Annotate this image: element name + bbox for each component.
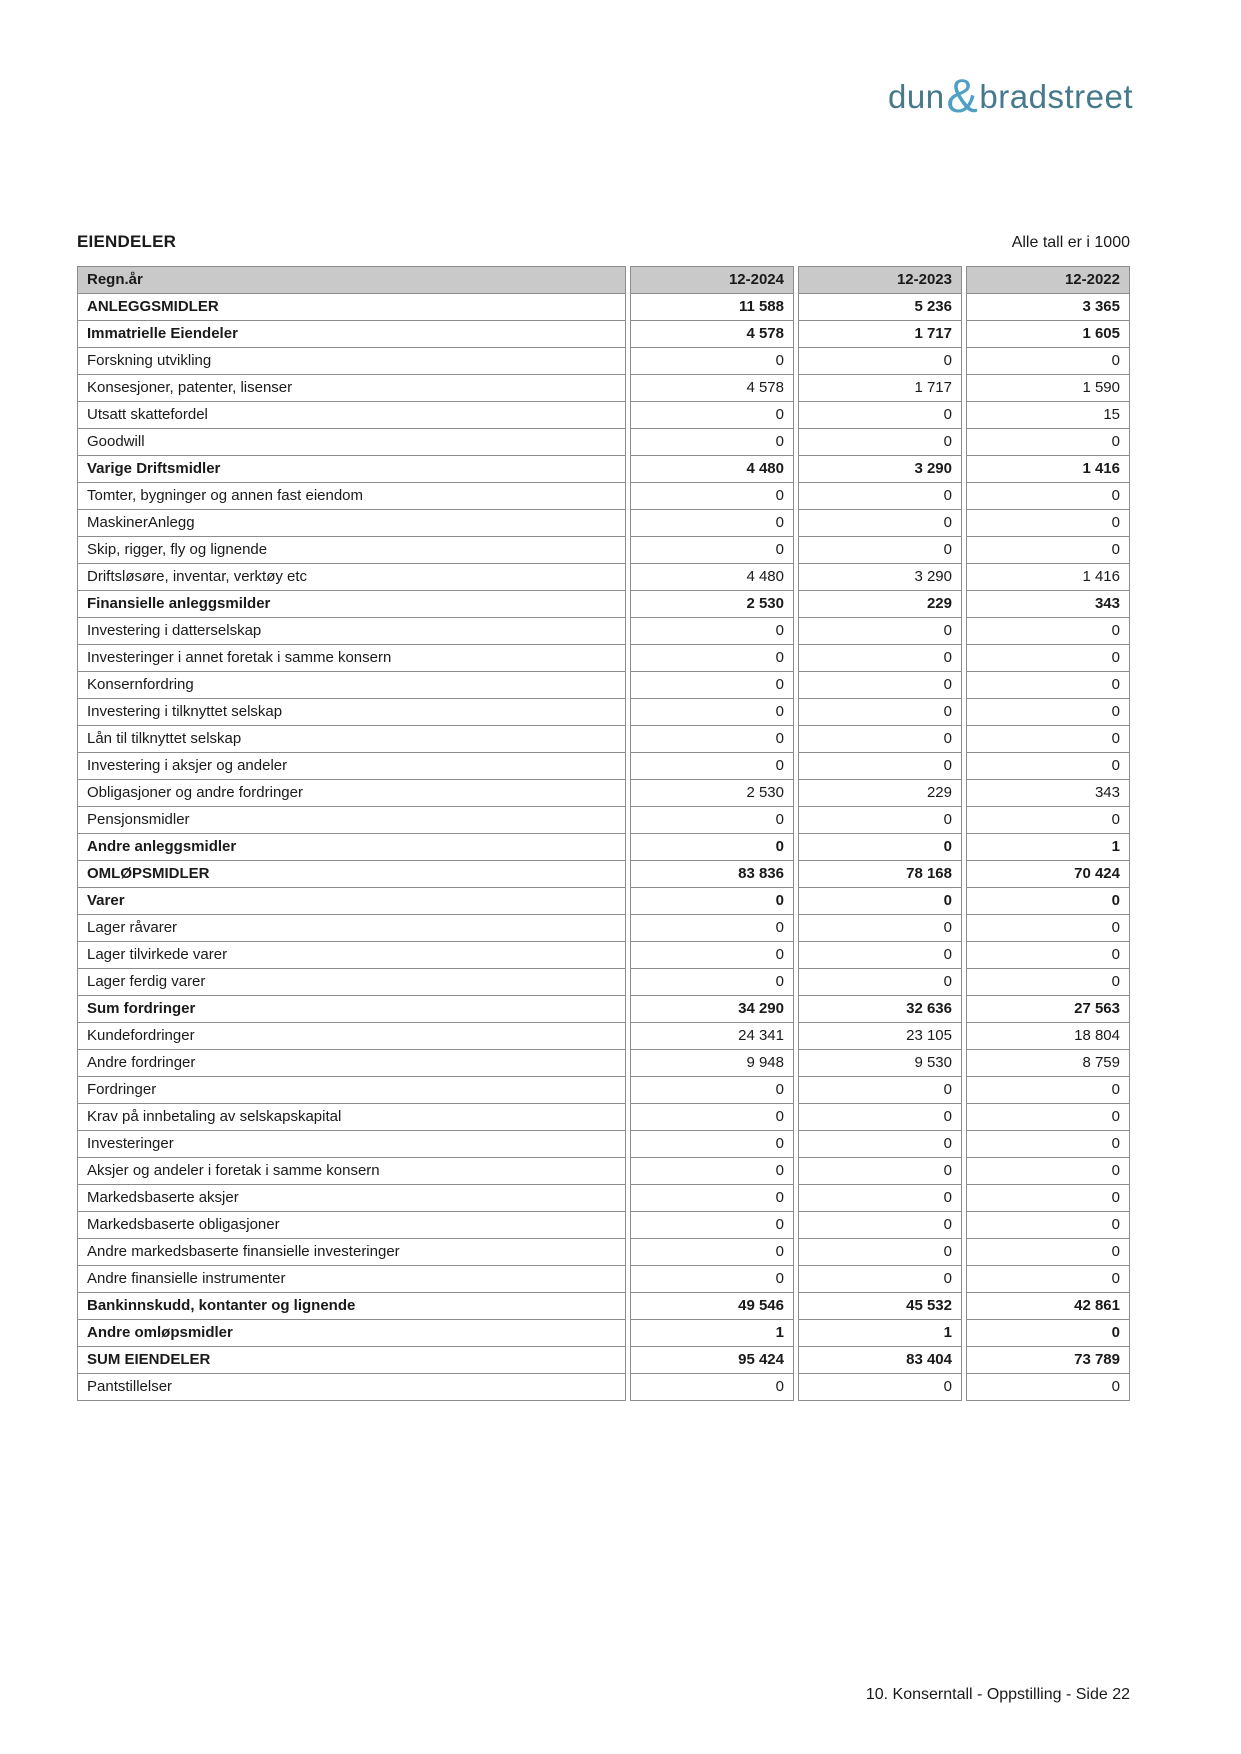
table-row bbox=[77, 996, 1130, 1023]
row-value: 0 bbox=[798, 618, 962, 645]
row-value: 0 bbox=[966, 483, 1130, 510]
title-row bbox=[77, 232, 1130, 252]
row-value: 0 bbox=[630, 1185, 794, 1212]
row-label: Aksjer og andeler i foretak i samme konsern bbox=[77, 1158, 626, 1185]
row-value: 1 416 bbox=[966, 456, 1130, 483]
row-value: 0 bbox=[798, 1077, 962, 1104]
row-value: 0 bbox=[630, 915, 794, 942]
table-row bbox=[77, 483, 1130, 510]
row-label: Investeringer bbox=[77, 1131, 626, 1158]
table-row bbox=[77, 861, 1130, 888]
row-value: 0 bbox=[966, 510, 1130, 537]
row-value: 0 bbox=[966, 1185, 1130, 1212]
row-value: 0 bbox=[966, 645, 1130, 672]
row-value: 9 530 bbox=[798, 1050, 962, 1077]
row-value: 0 bbox=[630, 942, 794, 969]
table-row bbox=[77, 1347, 1130, 1374]
row-value: 2 530 bbox=[630, 591, 794, 618]
row-label: Investering i aksjer og andeler bbox=[77, 753, 626, 780]
row-label: MaskinerAnlegg bbox=[77, 510, 626, 537]
column-header-12-2022: 12-2022 bbox=[966, 266, 1130, 294]
table-row bbox=[77, 1293, 1130, 1320]
row-value: 9 948 bbox=[630, 1050, 794, 1077]
row-label: Utsatt skattefordel bbox=[77, 402, 626, 429]
row-value: 70 424 bbox=[966, 861, 1130, 888]
table-row bbox=[77, 348, 1130, 375]
table-row bbox=[77, 834, 1130, 861]
row-value: 0 bbox=[630, 1374, 794, 1401]
row-label: Skip, rigger, fly og lignende bbox=[77, 537, 626, 564]
row-value: 0 bbox=[630, 888, 794, 915]
row-value: 0 bbox=[798, 753, 962, 780]
row-value: 1 590 bbox=[966, 375, 1130, 402]
table-row bbox=[77, 1212, 1130, 1239]
row-value: 0 bbox=[798, 348, 962, 375]
table-row bbox=[77, 672, 1130, 699]
row-label: Lager ferdig varer bbox=[77, 969, 626, 996]
table-body bbox=[77, 294, 1130, 1401]
row-value: 0 bbox=[630, 510, 794, 537]
row-value: 0 bbox=[798, 429, 962, 456]
row-value: 229 bbox=[798, 591, 962, 618]
row-value: 0 bbox=[798, 645, 962, 672]
row-value: 15 bbox=[966, 402, 1130, 429]
row-label: Driftsløsøre, inventar, verktøy etc bbox=[77, 564, 626, 591]
table-row bbox=[77, 1158, 1130, 1185]
row-label: Goodwill bbox=[77, 429, 626, 456]
row-value: 0 bbox=[966, 969, 1130, 996]
row-value: 11 588 bbox=[630, 294, 794, 321]
row-value: 0 bbox=[798, 726, 962, 753]
row-label: Konsernfordring bbox=[77, 672, 626, 699]
table-row bbox=[77, 375, 1130, 402]
row-value: 0 bbox=[966, 699, 1130, 726]
row-value: 0 bbox=[966, 348, 1130, 375]
row-label: Krav på innbetaling av selskapskapital bbox=[77, 1104, 626, 1131]
table-row bbox=[77, 1266, 1130, 1293]
table-row bbox=[77, 1023, 1130, 1050]
table-row bbox=[77, 294, 1130, 321]
table-row bbox=[77, 537, 1130, 564]
row-value: 343 bbox=[966, 591, 1130, 618]
row-value: 0 bbox=[966, 1374, 1130, 1401]
row-value: 1 717 bbox=[798, 321, 962, 348]
table-row bbox=[77, 564, 1130, 591]
row-label: ANLEGGSMIDLER bbox=[77, 294, 626, 321]
row-value: 0 bbox=[630, 969, 794, 996]
row-value: 0 bbox=[966, 915, 1130, 942]
row-label: Obligasjoner og andre fordringer bbox=[77, 780, 626, 807]
row-value: 0 bbox=[630, 672, 794, 699]
row-value: 0 bbox=[966, 888, 1130, 915]
row-value: 0 bbox=[630, 537, 794, 564]
table-row bbox=[77, 780, 1130, 807]
row-value: 0 bbox=[630, 807, 794, 834]
row-value: 83 404 bbox=[798, 1347, 962, 1374]
row-value: 0 bbox=[966, 1158, 1130, 1185]
table-row bbox=[77, 888, 1130, 915]
page-title: EIENDELER bbox=[77, 232, 177, 251]
row-value: 0 bbox=[966, 1104, 1130, 1131]
row-value: 0 bbox=[798, 537, 962, 564]
table-row bbox=[77, 456, 1130, 483]
row-value: 0 bbox=[966, 537, 1130, 564]
row-value: 0 bbox=[966, 618, 1130, 645]
row-label: Andre anleggsmidler bbox=[77, 834, 626, 861]
row-value: 0 bbox=[798, 483, 962, 510]
units-note: Alle tall er i 1000 bbox=[1011, 234, 1130, 251]
table-row bbox=[77, 915, 1130, 942]
column-header-12-2023: 12-2023 bbox=[798, 266, 962, 294]
table-row bbox=[77, 510, 1130, 537]
row-label: SUM EIENDELER bbox=[77, 1347, 626, 1374]
table-row bbox=[77, 429, 1130, 456]
row-value: 229 bbox=[798, 780, 962, 807]
row-value: 1 bbox=[798, 1320, 962, 1347]
row-label: Pantstillelser bbox=[77, 1374, 626, 1401]
row-label: Markedsbaserte obligasjoner bbox=[77, 1212, 626, 1239]
column-header-12-2024: 12-2024 bbox=[630, 266, 794, 294]
row-value: 0 bbox=[798, 915, 962, 942]
row-value: 0 bbox=[630, 1266, 794, 1293]
row-value: 0 bbox=[630, 1131, 794, 1158]
row-label: Forskning utvikling bbox=[77, 348, 626, 375]
row-value: 0 bbox=[630, 1239, 794, 1266]
row-value: 0 bbox=[966, 429, 1130, 456]
column-header-regnaar: Regn.år bbox=[77, 266, 626, 294]
row-label: Bankinnskudd, kontanter og lignende bbox=[77, 1293, 626, 1320]
row-value: 24 341 bbox=[630, 1023, 794, 1050]
table-row bbox=[77, 969, 1130, 996]
row-value: 3 290 bbox=[798, 564, 962, 591]
row-label: Varige Driftsmidler bbox=[77, 456, 626, 483]
row-value: 0 bbox=[966, 1266, 1130, 1293]
row-value: 0 bbox=[630, 753, 794, 780]
table-row bbox=[77, 1131, 1130, 1158]
row-label: Andre markedsbaserte finansielle investeringer bbox=[77, 1239, 626, 1266]
row-value: 0 bbox=[798, 510, 962, 537]
row-label: Immatrielle Eiendeler bbox=[77, 321, 626, 348]
row-value: 0 bbox=[630, 834, 794, 861]
row-value: 0 bbox=[798, 1266, 962, 1293]
row-value: 0 bbox=[798, 672, 962, 699]
row-value: 0 bbox=[798, 1104, 962, 1131]
row-value: 3 290 bbox=[798, 456, 962, 483]
row-value: 42 861 bbox=[966, 1293, 1130, 1320]
row-value: 4 578 bbox=[630, 375, 794, 402]
row-label: Varer bbox=[77, 888, 626, 915]
table-row bbox=[77, 1185, 1130, 1212]
row-value: 0 bbox=[966, 1320, 1130, 1347]
row-value: 32 636 bbox=[798, 996, 962, 1023]
row-label: Investeringer i annet foretak i samme konsern bbox=[77, 645, 626, 672]
row-value: 0 bbox=[966, 1077, 1130, 1104]
row-label: Investering i datterselskap bbox=[77, 618, 626, 645]
row-value: 0 bbox=[798, 1239, 962, 1266]
row-value: 5 236 bbox=[798, 294, 962, 321]
row-label: Investering i tilknyttet selskap bbox=[77, 699, 626, 726]
row-value: 0 bbox=[798, 1374, 962, 1401]
row-value: 0 bbox=[966, 807, 1130, 834]
row-label: Fordringer bbox=[77, 1077, 626, 1104]
row-value: 0 bbox=[630, 1158, 794, 1185]
row-value: 73 789 bbox=[966, 1347, 1130, 1374]
table-row bbox=[77, 807, 1130, 834]
row-value: 0 bbox=[798, 699, 962, 726]
row-label: Konsesjoner, patenter, lisenser bbox=[77, 375, 626, 402]
row-value: 0 bbox=[798, 1212, 962, 1239]
row-label: Lager råvarer bbox=[77, 915, 626, 942]
row-value: 0 bbox=[798, 1131, 962, 1158]
row-value: 0 bbox=[966, 1131, 1130, 1158]
row-value: 0 bbox=[798, 807, 962, 834]
table-row bbox=[77, 618, 1130, 645]
row-value: 0 bbox=[798, 834, 962, 861]
row-value: 49 546 bbox=[630, 1293, 794, 1320]
row-label: Lager tilvirkede varer bbox=[77, 942, 626, 969]
row-value: 1 717 bbox=[798, 375, 962, 402]
row-value: 83 836 bbox=[630, 861, 794, 888]
row-value: 4 578 bbox=[630, 321, 794, 348]
row-value: 8 759 bbox=[966, 1050, 1130, 1077]
row-value: 0 bbox=[630, 1104, 794, 1131]
table-row bbox=[77, 591, 1130, 618]
row-label: Pensjonsmidler bbox=[77, 807, 626, 834]
row-value: 0 bbox=[630, 429, 794, 456]
row-value: 0 bbox=[630, 348, 794, 375]
row-value: 45 532 bbox=[798, 1293, 962, 1320]
row-value: 0 bbox=[798, 969, 962, 996]
table-row bbox=[77, 1320, 1130, 1347]
row-value: 1 416 bbox=[966, 564, 1130, 591]
row-value: 0 bbox=[630, 726, 794, 753]
row-value: 0 bbox=[630, 699, 794, 726]
table-row bbox=[77, 1050, 1130, 1077]
row-label: Lån til tilknyttet selskap bbox=[77, 726, 626, 753]
row-value: 0 bbox=[630, 1212, 794, 1239]
row-value: 0 bbox=[798, 1185, 962, 1212]
table-row bbox=[77, 402, 1130, 429]
row-label: Andre fordringer bbox=[77, 1050, 626, 1077]
table-row bbox=[77, 699, 1130, 726]
row-value: 4 480 bbox=[630, 456, 794, 483]
row-value: 0 bbox=[630, 645, 794, 672]
row-value: 78 168 bbox=[798, 861, 962, 888]
row-value: 2 530 bbox=[630, 780, 794, 807]
row-value: 18 804 bbox=[966, 1023, 1130, 1050]
row-label: Kundefordringer bbox=[77, 1023, 626, 1050]
table-header-row bbox=[77, 266, 1130, 294]
row-value: 0 bbox=[966, 942, 1130, 969]
row-value: 0 bbox=[798, 888, 962, 915]
row-label: OMLØPSMIDLER bbox=[77, 861, 626, 888]
row-value: 1 bbox=[630, 1320, 794, 1347]
row-label: Tomter, bygninger og annen fast eiendom bbox=[77, 483, 626, 510]
page-footer: 10. Konserntall - Oppstilling - Side 22 bbox=[865, 1686, 1130, 1703]
row-value: 1 605 bbox=[966, 321, 1130, 348]
row-value: 1 bbox=[966, 834, 1130, 861]
row-value: 95 424 bbox=[630, 1347, 794, 1374]
row-value: 3 365 bbox=[966, 294, 1130, 321]
row-value: 0 bbox=[798, 402, 962, 429]
balance-sheet-table bbox=[73, 266, 1134, 1401]
row-label: Andre omløpsmidler bbox=[77, 1320, 626, 1347]
row-value: 0 bbox=[966, 1212, 1130, 1239]
logo-ampersand-icon: & bbox=[946, 69, 979, 122]
row-value: 23 105 bbox=[798, 1023, 962, 1050]
table-row bbox=[77, 1104, 1130, 1131]
dun-bradstreet-logo bbox=[887, 64, 1133, 122]
row-value: 0 bbox=[966, 726, 1130, 753]
table-row bbox=[77, 753, 1130, 780]
row-value: 0 bbox=[630, 618, 794, 645]
table-row bbox=[77, 321, 1130, 348]
row-value: 0 bbox=[966, 672, 1130, 699]
row-value: 0 bbox=[630, 1077, 794, 1104]
row-label: Andre finansielle instrumenter bbox=[77, 1266, 626, 1293]
table-row bbox=[77, 1239, 1130, 1266]
row-value: 4 480 bbox=[630, 564, 794, 591]
table-row bbox=[77, 1374, 1130, 1401]
row-value: 27 563 bbox=[966, 996, 1130, 1023]
logo-text-bradstreet: bradstreet bbox=[979, 78, 1133, 115]
row-value: 0 bbox=[798, 1158, 962, 1185]
row-label: Sum fordringer bbox=[77, 996, 626, 1023]
row-value: 0 bbox=[966, 753, 1130, 780]
row-value: 0 bbox=[966, 1239, 1130, 1266]
row-value: 0 bbox=[630, 402, 794, 429]
row-value: 0 bbox=[630, 483, 794, 510]
table-row bbox=[77, 942, 1130, 969]
table-row bbox=[77, 726, 1130, 753]
logo-text-dun: dun bbox=[887, 78, 945, 115]
row-value: 343 bbox=[966, 780, 1130, 807]
row-value: 0 bbox=[798, 942, 962, 969]
table-row bbox=[77, 645, 1130, 672]
row-label: Markedsbaserte aksjer bbox=[77, 1185, 626, 1212]
table-row bbox=[77, 1077, 1130, 1104]
row-value: 34 290 bbox=[630, 996, 794, 1023]
row-label: Finansielle anleggsmilder bbox=[77, 591, 626, 618]
